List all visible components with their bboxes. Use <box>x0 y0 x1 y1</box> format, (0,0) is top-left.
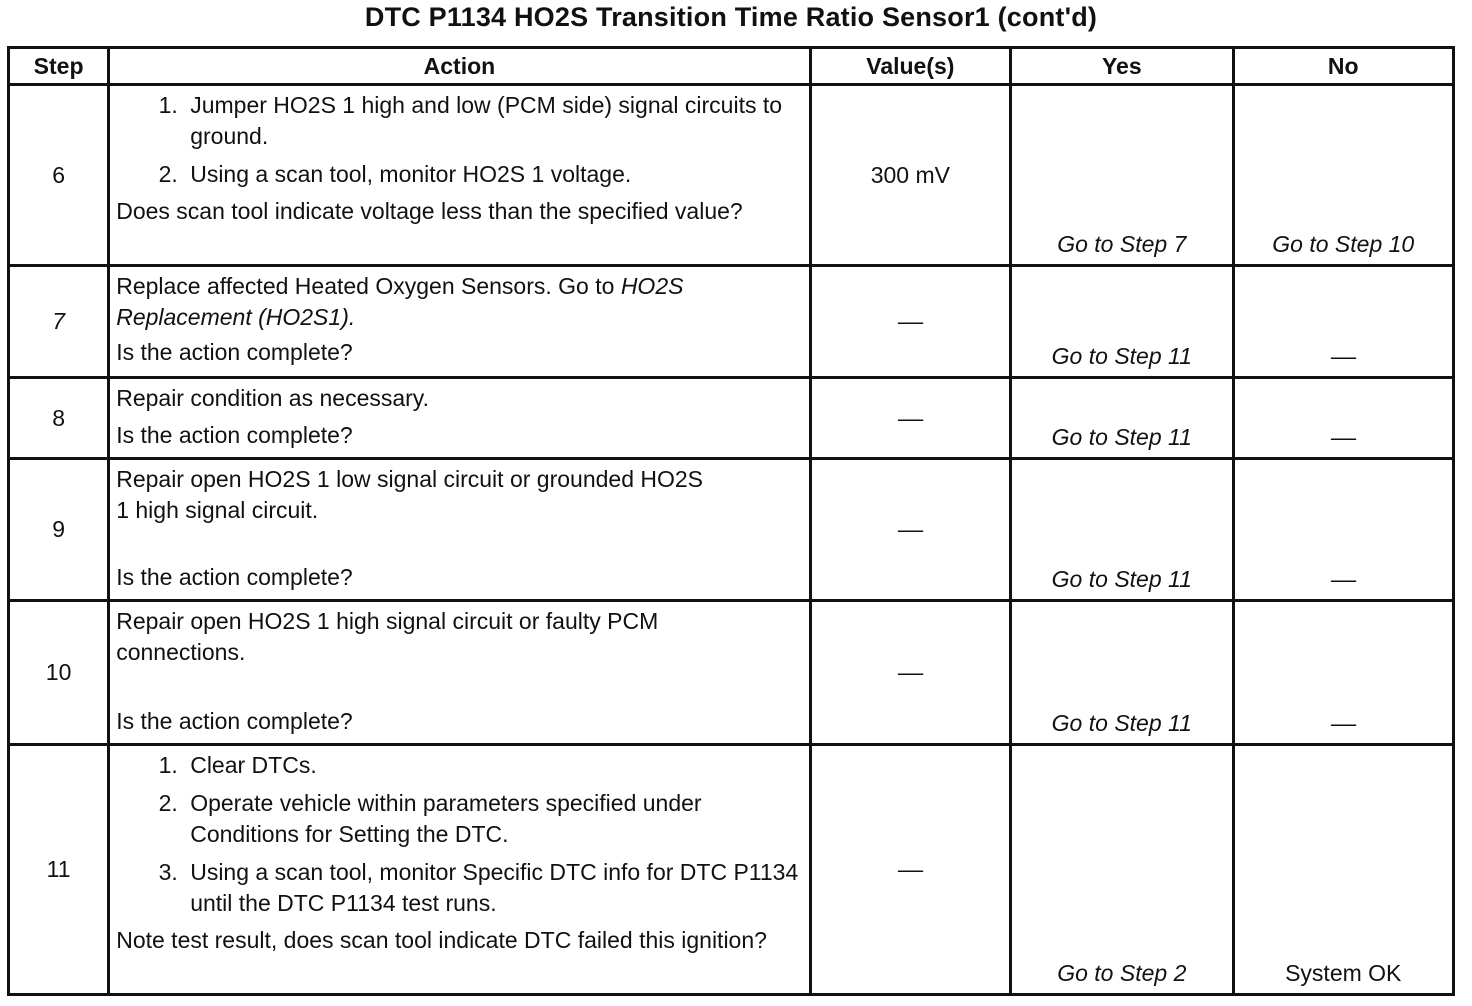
action-question: Note test result, does scan tool indicate DTC failed this ignition? <box>116 927 767 953</box>
action-step: 2. Operate vehicle within parameters specified under Conditions for Setting the DTC. <box>184 788 802 850</box>
table-row <box>9 459 1454 601</box>
value-dash: — <box>897 516 924 542</box>
no-dash: — <box>1330 424 1356 450</box>
no-dash: — <box>1330 566 1356 592</box>
page-title: DTC P1134 HO2S Transition Time Ratio Sensor1 (cont'd) <box>364 2 1098 32</box>
value-cell <box>810 601 1010 745</box>
action-step: 2. Using a scan tool, monitor HO2S 1 voltage. <box>184 159 802 190</box>
no-cell: System OK <box>1233 745 1453 995</box>
value-cell <box>810 378 1010 459</box>
value-cell <box>810 459 1010 601</box>
action-cell <box>109 745 810 995</box>
no-dash: — <box>1330 710 1356 736</box>
value-dash: — <box>897 404 924 431</box>
yes-cell: Go to Step 2 <box>1011 745 1233 995</box>
yes-cell: Go to Step 11 <box>1011 378 1233 459</box>
action-steps <box>116 90 802 190</box>
table-row <box>9 601 1454 745</box>
action-step: 3. Using a scan tool, monitor Specific DTC info for DTC P1134 until the DTC P1134 test runs. <box>184 857 802 919</box>
action-reference: HO2S Replacement (HO2S1). <box>116 273 684 330</box>
action-question: Is the action complete? <box>116 708 353 734</box>
action-question: Does scan tool indicate voltage less than the specified value? <box>116 198 743 224</box>
yes-cell: Go to Step 11 <box>1011 459 1233 601</box>
action-text: Repair open HO2S 1 high signal circuit or faulty PCM connections. <box>116 608 659 665</box>
action-cell <box>109 601 810 745</box>
action-cell <box>109 378 810 459</box>
table-row <box>9 378 1454 459</box>
table-row <box>9 85 1454 266</box>
action-text: Repair condition as necessary. <box>116 385 429 411</box>
action-cell <box>109 266 810 378</box>
step-number: 10 <box>9 601 109 745</box>
header-values: Value(s) <box>810 48 1010 85</box>
no-cell: Go to Step 10 <box>1233 85 1453 266</box>
header-action: Action <box>109 48 810 85</box>
diagnostic-table <box>7 46 1455 996</box>
value-cell <box>810 745 1010 995</box>
yes-cell: Go to Step 7 <box>1011 85 1233 266</box>
action-step: 1. Jumper HO2S 1 high and low (PCM side) signal circuits to ground. <box>184 90 802 152</box>
action-cell <box>109 459 810 601</box>
action-cell <box>109 85 810 266</box>
yes-cell: Go to Step 11 <box>1011 601 1233 745</box>
value-dash: — <box>897 308 924 334</box>
step-number: 7 <box>9 266 109 378</box>
action-question: Is the action complete? <box>116 564 353 590</box>
value-dash: — <box>897 659 924 685</box>
step-number: 11 <box>9 745 109 995</box>
no-cell <box>1233 459 1453 601</box>
header-no: No <box>1233 48 1453 85</box>
step-number: 8 <box>9 378 109 459</box>
action-steps <box>116 750 802 919</box>
step-number: 6 <box>9 85 109 266</box>
action-text: Replace affected Heated Oxygen Sensors. Go to <box>116 273 615 299</box>
yes-cell: Go to Step 11 <box>1011 266 1233 378</box>
header-row <box>9 48 1454 85</box>
table-row <box>9 745 1454 995</box>
no-dash: — <box>1330 343 1356 369</box>
table-row <box>9 266 1454 378</box>
action-text: Repair open HO2S 1 low signal circuit or grounded HO2S 1 high signal circuit. <box>116 466 704 523</box>
action-question: Is the action complete? <box>116 422 353 448</box>
no-cell <box>1233 378 1453 459</box>
value-cell <box>810 266 1010 378</box>
value-cell: 300 mV <box>810 85 1010 266</box>
no-cell <box>1233 266 1453 378</box>
value-dash: — <box>897 856 924 882</box>
header-yes: Yes <box>1011 48 1233 85</box>
no-cell <box>1233 601 1453 745</box>
header-step: Step <box>9 48 109 85</box>
step-number: 9 <box>9 459 109 601</box>
action-step: 1. Clear DTCs. <box>184 750 802 781</box>
action-question: Is the action complete? <box>116 339 353 365</box>
